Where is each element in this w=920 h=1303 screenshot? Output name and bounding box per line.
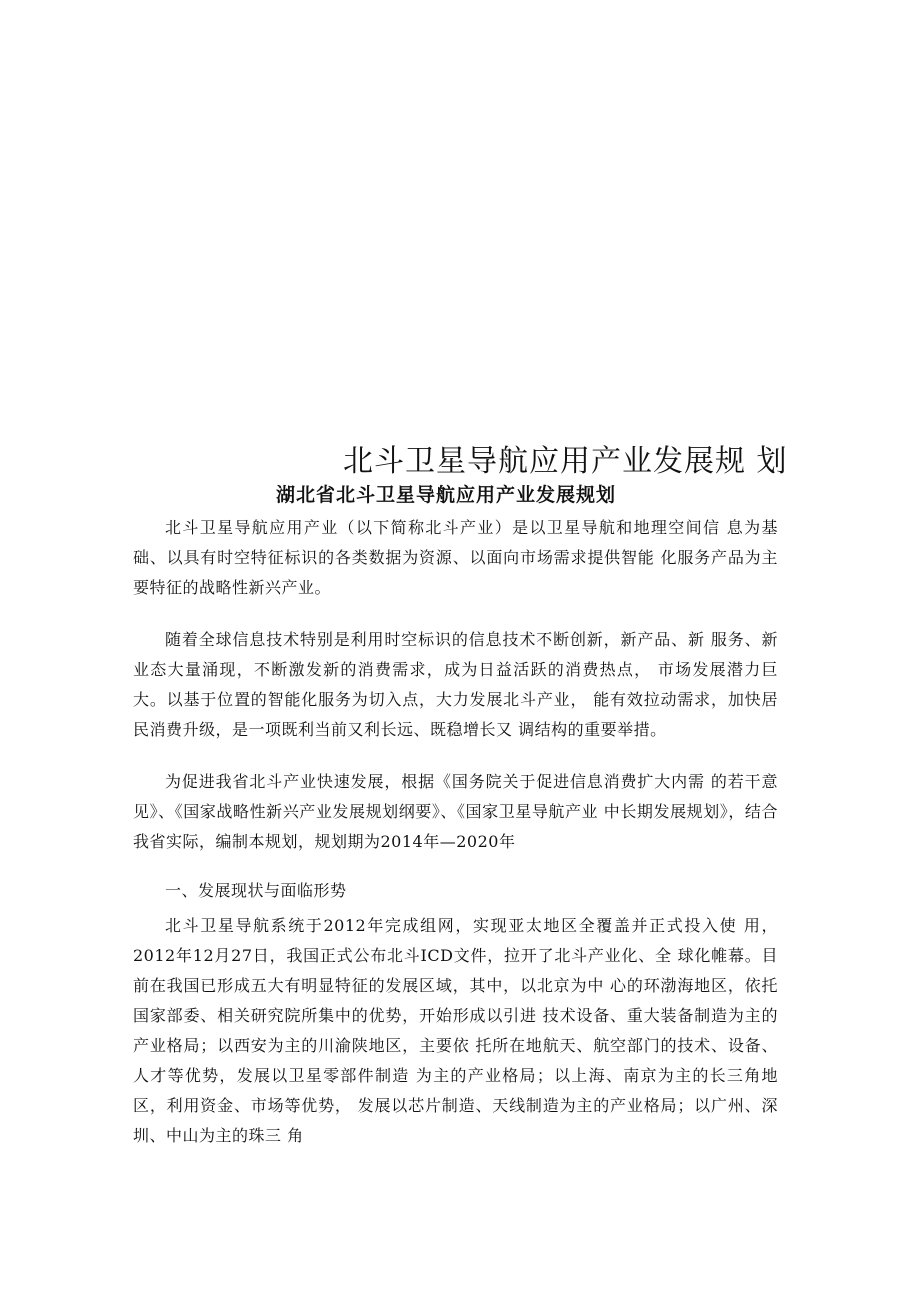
paragraph-3-block xyxy=(133,767,778,857)
paragraph: 随着全球信息技术特别是利用时空标识的信息技术不断创新，新产品、新 服务、新业态大量涌现，不断激发新的消费需求，成为日益活跃的消费热点， 市场发展潜力巨大。以基于位置的智能化服务为切入点，大力发展北斗产业， 能有效拉动需求，加快居民消费升级，是一项既利当前又利长远、既稳增长又 调结构的重要举措。 xyxy=(133,630,778,739)
section-heading-block xyxy=(133,876,778,906)
paragraph: 北斗卫星导航应用产业（以下简称北斗产业）是以卫星导航和地理空间信 息为基础、以具有时空特征标识的各类数据为资源、以面向市场需求提供智能 化服务产品为主要特征的战略性新兴产业。 xyxy=(133,518,778,597)
section-heading: 一、发展现状与面临形势 xyxy=(165,881,347,900)
document-title: 北斗卫星导航应用产业发展规 划 xyxy=(343,444,788,479)
paragraph: 北斗卫星导航系统于2012年完成组网，实现亚太地区全覆盖并正式投入使 用，2012年12月27日，我国正式公布北斗ICD文件，拉开了北斗产业化、全 球化帷幕。目前在我国已形成五大有明显特征的发展区域，其中，以北京为中 心的环渤海地区，依托国家部委、相关研究院所集中的优势，开始形成以引进 技术设备、重大装备制造为主的产业格局；以西安为主的川渝陕地区，主要依 托所在地航天、航空部门的技术、设备、人才等优势，发展以卫星零部件制造 为主的产业格局；以上海、南京为主的长三角地区，利用资金、市场等优势， 发展以芯片制造、天线制造为主的产业格局；以广州、深圳、中山为主的珠三 角 xyxy=(133,916,778,1145)
paragraph-1-block xyxy=(133,513,778,603)
section-paragraph-block xyxy=(133,911,778,1151)
document-subtitle: 湖北省北斗卫星导航应用产业发展规划 xyxy=(276,484,617,506)
paragraph: 为促进我省北斗产业快速发展，根据《国务院关于促进信息消费扩大内需 的若干意见》、《国家战略性新兴产业发展规划纲要》、《国家卫星导航产业 中长期发展规划》，结合我省实际，编制本规划，规划期为2014年—2020年 xyxy=(133,772,778,851)
paragraph-2-block xyxy=(133,625,778,745)
